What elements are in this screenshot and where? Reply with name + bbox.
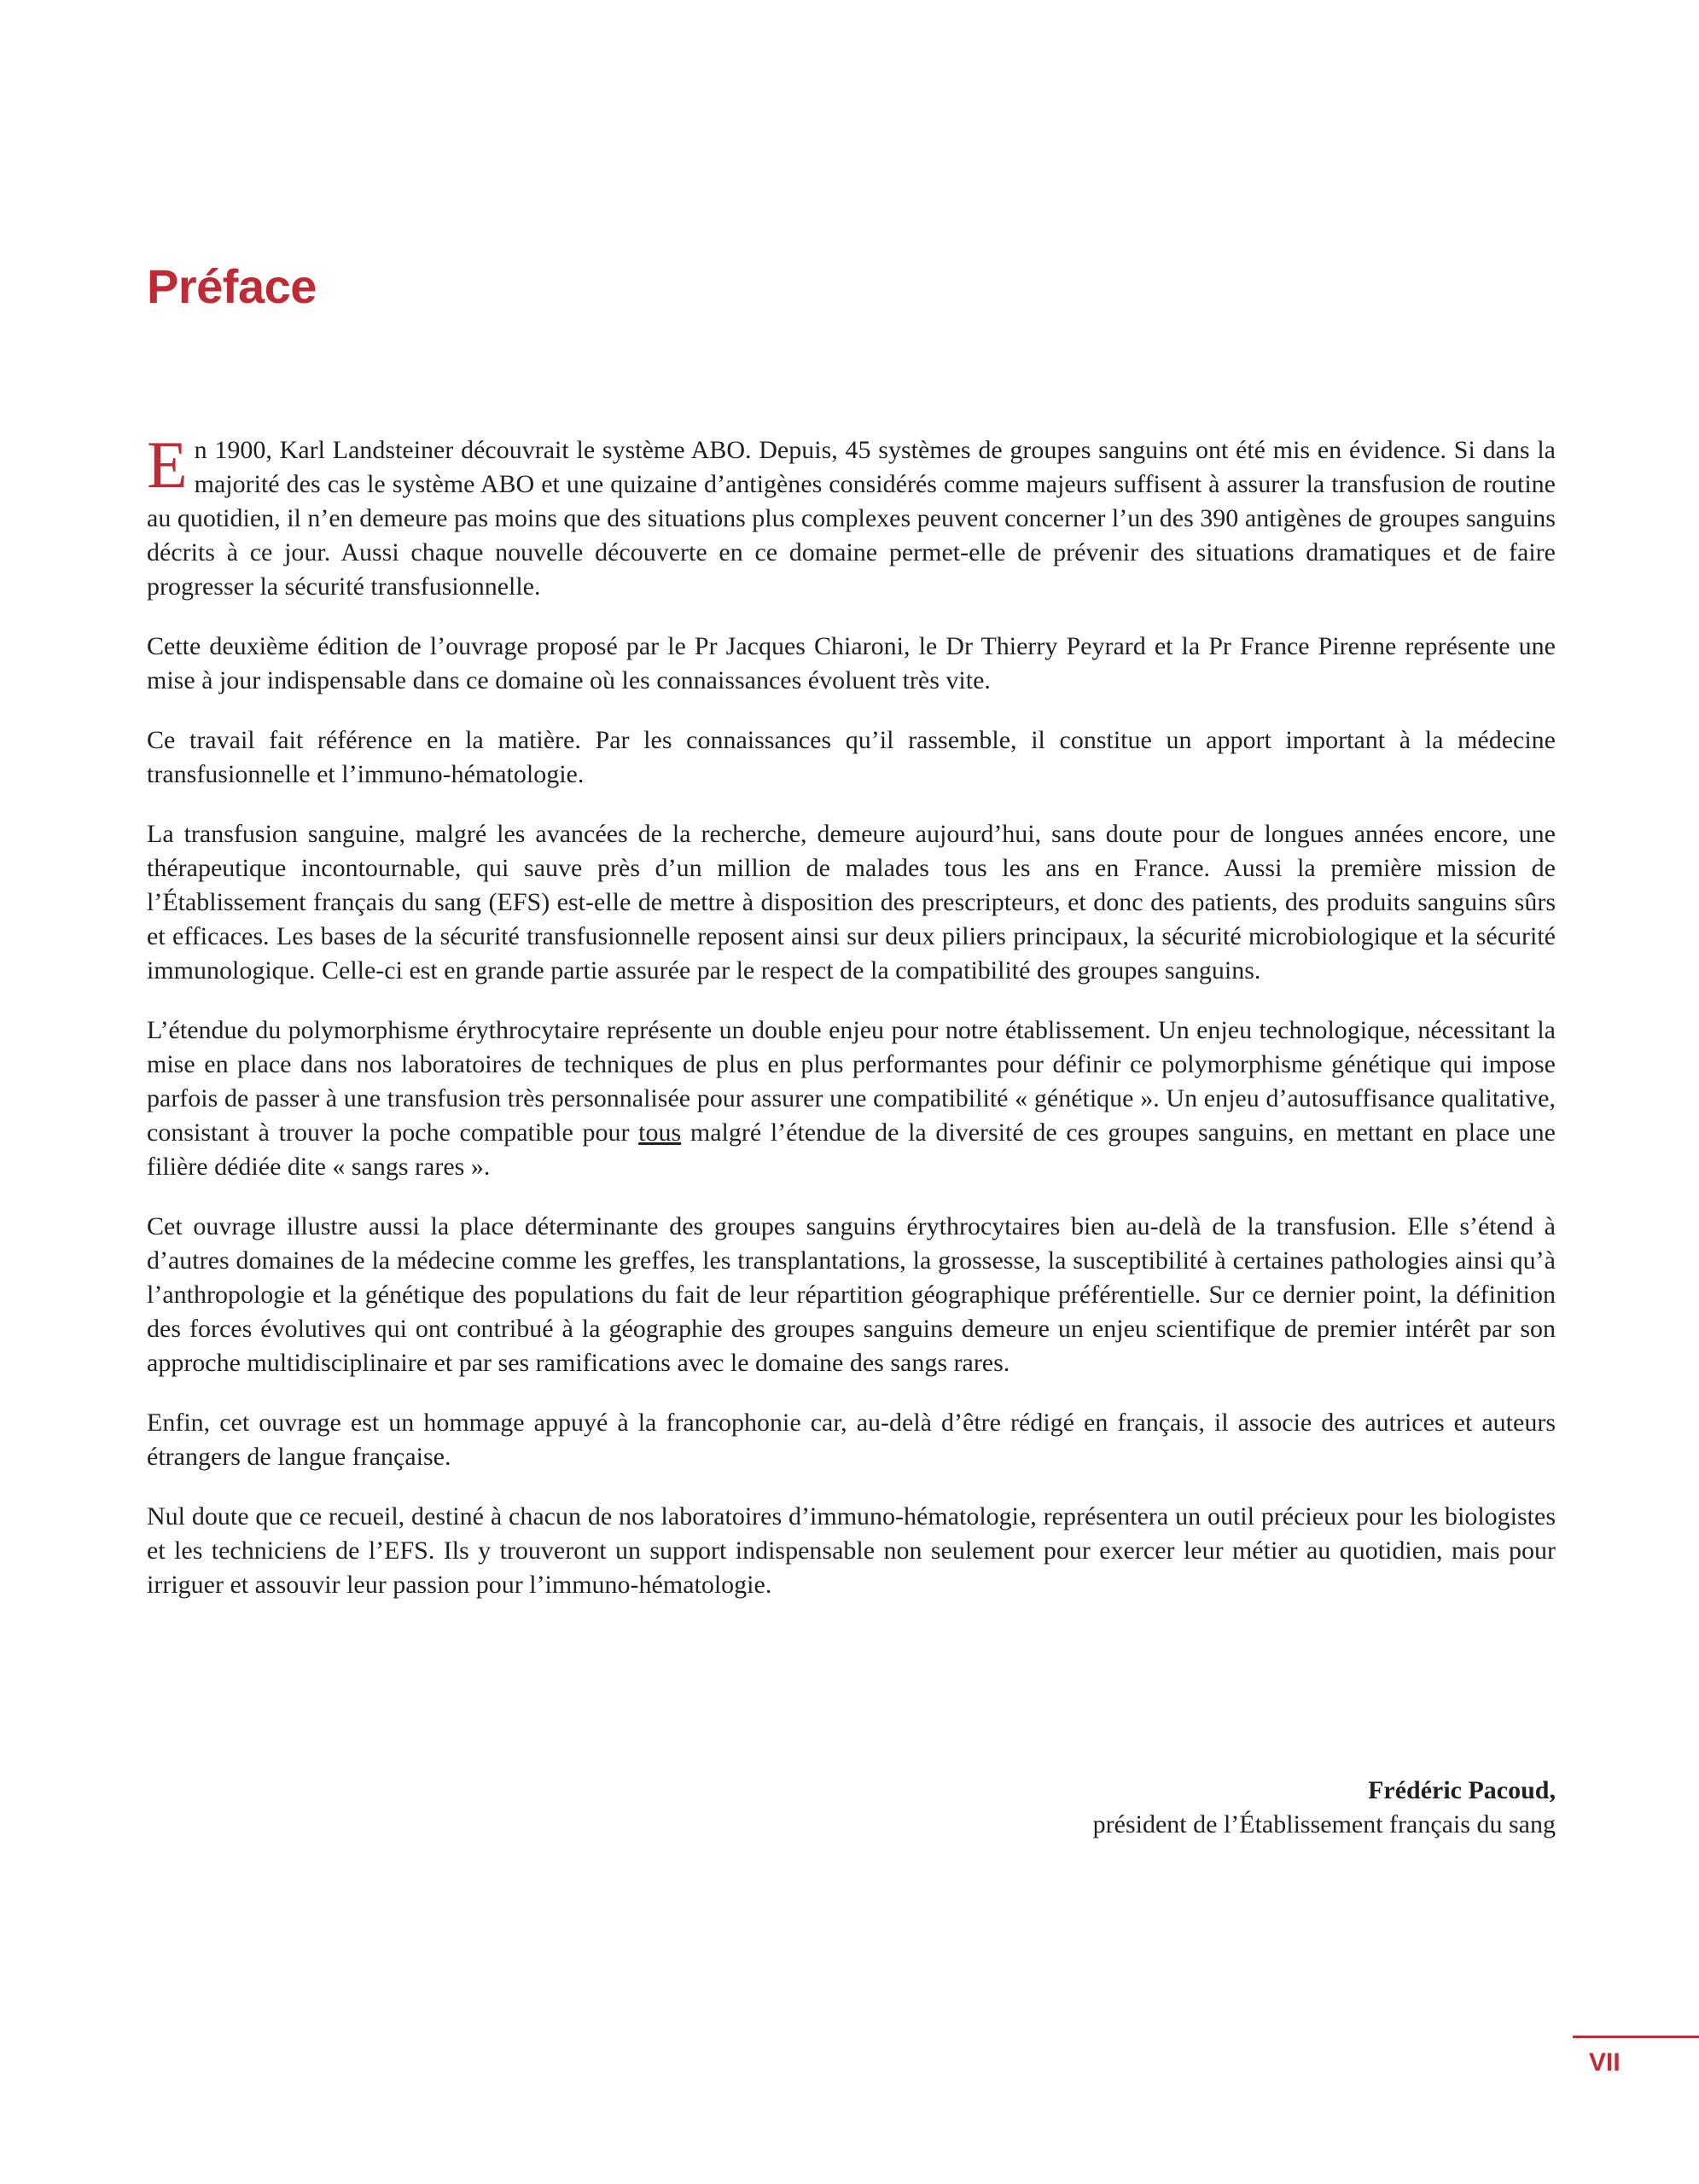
paragraph-3: Ce travail fait référence en la matière. Par les connaissances qu’il rassemble, il constitue un apport important à la médecine transfusionnelle et l’immuno-hématologie.: [147, 726, 1556, 788]
paragraph-6: Cet ouvrage illustre aussi la place déterminante des groupes sanguins érythrocytaires bien au-delà de la transfusion. Elle s’étend à d’autres domaines de la médecine comme les greffes, les transplantations, la grossesse, la susceptibilité à certaines pathologies ainsi qu’à l’anthropologie et la génétique des populations du fait de leur répartition géographique préférentielle. Sur ce dernier point, la définition des forces évolutives qui ont contribué à la géographie des groupes sanguins demeure un enjeu scientifique de premier intérêt par son approche multidisciplinaire et par ses ramifications avec le domaine des sangs rares.: [147, 1212, 1556, 1377]
paragraph-4: La transfusion sanguine, malgré les avancées de la recherche, demeure aujourd’hui, sans doute pour de longues années encore, une thérapeutique incontournable, qui sauve près d’un million de malades tous les ans en France. Aussi la première mission de l’Établissement français du sang (EFS) est-elle de mettre à disposition des prescripteurs, et donc des patients, des produits sanguins sûrs et efficaces. Les bases de la sécurité transfusionnelle reposent ainsi sur deux piliers principaux, la sécurité microbiologique et la sécurité immunologique. Celle-ci est en grande partie assurée par le respect de la compatibilité des groupes sanguins.: [147, 820, 1556, 985]
paragraph-1-text: n 1900, Karl Landsteiner découvrait le système ABO. Depuis, 45 systèmes de groupes sanguins ont été mis en évidence. Si dans la majorité des cas le système ABO et une quizaine d’antigènes considérés comme majeurs suffisent à assurer la transfusion de routine au quotidien, il n’en demeure pas moins que des situations plus complexes peuvent concerner l’un des 390 antigènes de groupes sanguins décrits à ce jour. Aussi chaque nouvelle découverte en ce domaine permet-elle de prévenir des situations dramatiques et de faire progresser la sécurité transfusionnelle.: [147, 436, 1556, 601]
drop-cap: E: [147, 427, 188, 502]
preface-body: [147, 427, 1556, 1628]
signature: [1093, 1774, 1556, 1842]
page-title: Préface: [147, 259, 317, 313]
signature-name: Frédéric Pacoud,: [1368, 1776, 1556, 1804]
paragraph-1: [147, 427, 1556, 604]
paragraph-2: Cette deuxième édition de l’ouvrage proposé par le Pr Jacques Chiaroni, le Dr Thierry Peyrard et la Pr France Pirenne représente une mise à jour indispensable dans ce domaine où les connaissances évoluent très vite.: [147, 632, 1556, 694]
paragraph-8: Nul doute que ce recueil, destiné à chacun de nos laboratoires d’immuno-hématologie, représentera un outil précieux pour les biologistes et les techniciens de l’EFS. Ils y trouveront un support indispensable non seulement pour exercer leur métier au quotidien, mais pour irriguer et assouvir leur passion pour l’immuno-hématologie.: [147, 1502, 1556, 1599]
page-number: VII: [1589, 2048, 1620, 2077]
paragraph-5-text-end: malgré l’étendue de la diversité de ces groupes sanguins, en mettant en place une filière dédiée dite « sangs rares ».: [147, 1118, 1556, 1181]
underlined-word: tous: [638, 1118, 682, 1147]
paragraph-7: Enfin, cet ouvrage est un hommage appuyé à la francophonie car, au-delà d’être rédigé en français, il associe des autrices et auteurs étrangers de langue française.: [147, 1409, 1556, 1471]
footer-rule: [1573, 2036, 1699, 2038]
paragraph-5: [147, 1014, 1556, 1184]
signature-role: président de l’Établissement français du sang: [1092, 1810, 1556, 1838]
paragraph-5-text-start: L’étendue du polymorphisme érythrocytaire représente un double enjeu pour notre établissement. Un enjeu technologique, nécessitant la mise en place dans nos laboratoires de techniques de plus en plus performantes pour définir ce polymorphisme génétique qui impose parfois de passer à une transfusion très personnalisée pour assurer une compatibilité « génétique ». Un enjeu d’autosuffisance qualitative, consistant à trouver la poche compatible pour: [147, 1016, 1556, 1147]
